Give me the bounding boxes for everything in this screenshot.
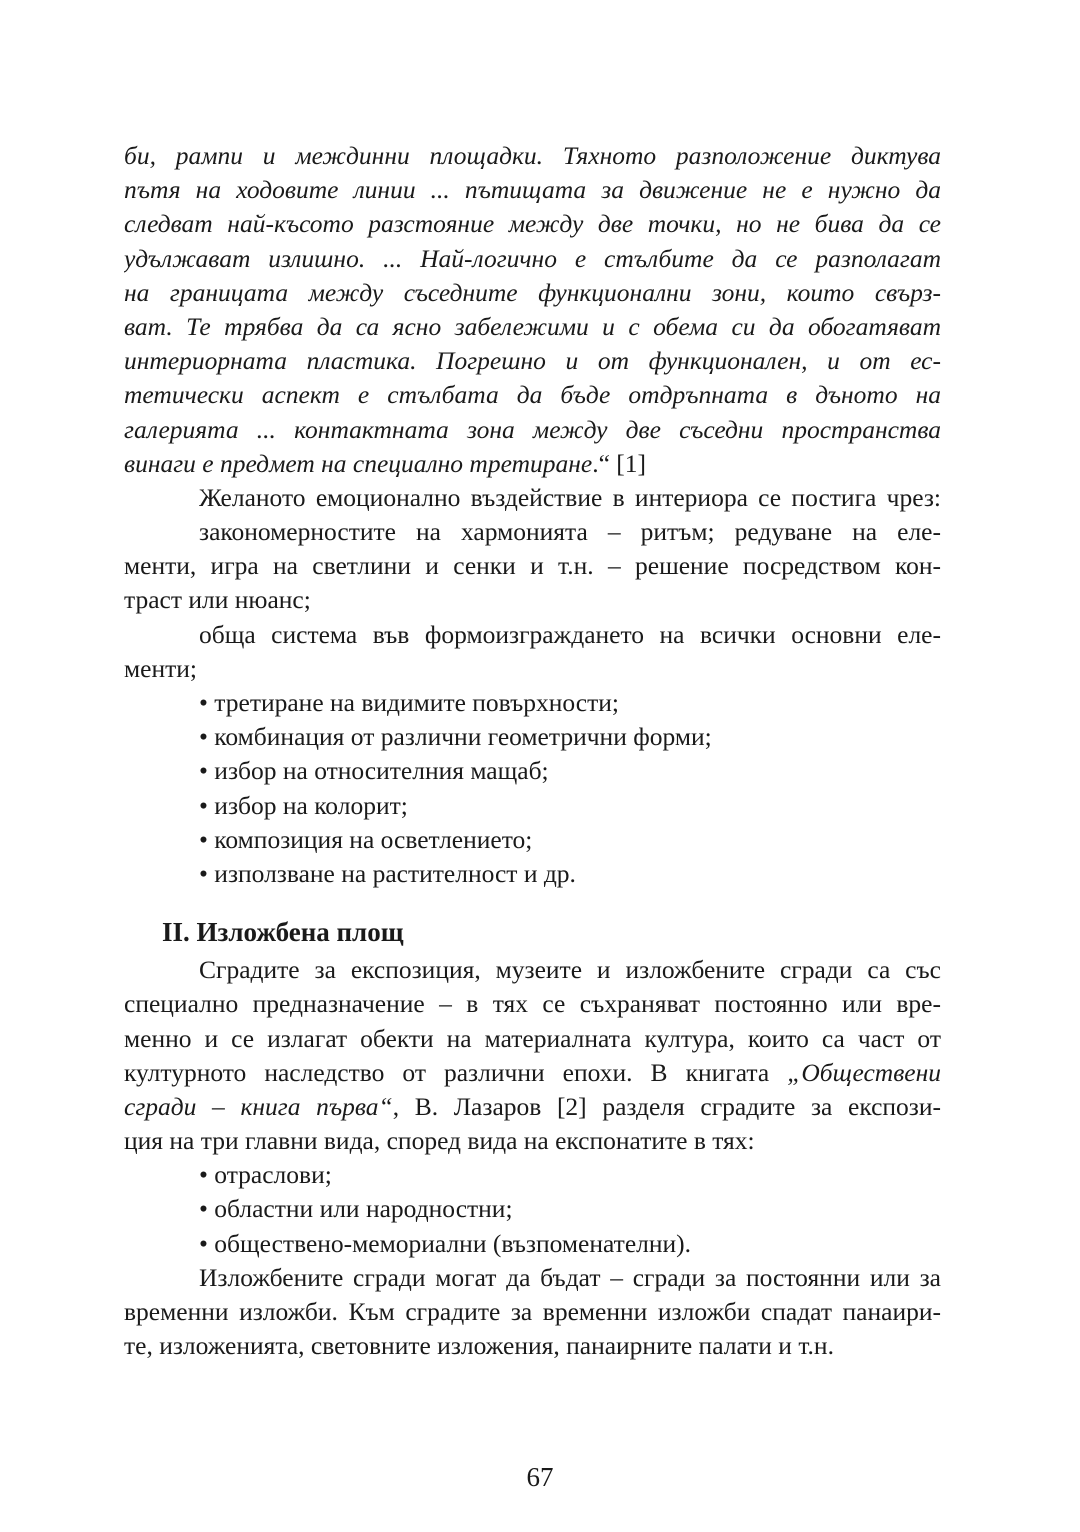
list-item: • композиция на осветлението; <box>199 824 533 854</box>
text-run: , В. Лазаров [2] разделя сградите за експози- <box>392 1091 941 1121</box>
paragraph-line: менти, игра на светлини и сенки и т.н. – решение посредством кон- <box>124 551 941 581</box>
quote-line: интериорната пластика. Погрешно и от функционален, и от ес- <box>124 346 941 376</box>
paragraph-line: Сградите за експозиция, музеите и изложбените сгради са със <box>199 955 941 985</box>
paragraph-line: обща система във формоизграждането на всички основни еле- <box>199 619 941 649</box>
paragraph-harmony <box>124 515 941 618</box>
paragraph-line <box>124 1090 941 1124</box>
paragraph-line: временни изложби. Към сградите за временни изложби спадат панаири- <box>124 1297 941 1326</box>
paragraph-exhibition-types <box>124 1261 941 1364</box>
list-item: • избор на относителния мащаб; <box>199 756 549 786</box>
quote-line: пътя на ходовите линии ... пътищата за движение не е нужно да <box>124 175 941 205</box>
list-item: • третиране на видимите повърхности; <box>199 688 620 717</box>
paragraph-system <box>124 618 941 686</box>
paragraph-line: траст или нюанс; <box>124 585 311 615</box>
list-item: • обществено-мемориални (възпоменателни). <box>199 1228 692 1258</box>
book-title-part: сгради – книга първа“ <box>124 1091 393 1121</box>
list-item: • отраслови; <box>199 1160 332 1190</box>
paragraph-line <box>124 1056 941 1090</box>
quote-line: ват. Те трябва да са ясно забележими и с обема си да обогатяват <box>124 311 941 341</box>
paragraph-line: специално предназначение – в тях се съхраняват постоянно или вре- <box>124 989 941 1019</box>
list-item: • комбинация от различни геометрични форми; <box>199 722 712 752</box>
book-title-part: „Обществени <box>787 1057 941 1087</box>
paragraph-line: менно и се излагат обекти на материалната култура, които са част от <box>124 1023 941 1053</box>
list-item: • областни или народностни; <box>199 1194 513 1224</box>
text-body <box>124 139 941 1363</box>
paragraph-line: менти; <box>124 653 197 683</box>
quote-line: тетически аспект е стълбата да бъде отдръпната в дъното на <box>124 380 941 410</box>
paragraph-line: те, изложенията, световните изложения, панаирните палати и т.н. <box>124 1331 834 1361</box>
paragraph-emotional-impact: Желаното емоционално въздействие в интериора се постига чрез: <box>199 482 941 512</box>
paragraph-line: Изложбените сгради могат да бъдат – сгради за постоянни или за <box>199 1262 941 1292</box>
list-item: • избор на колорит; <box>199 790 408 820</box>
list-item: • използване на растителност и др. <box>199 858 576 888</box>
quote-line: галерията ... контактната зона между две съседни пространства <box>124 414 941 444</box>
quote-citation: .“ [1] <box>592 448 647 478</box>
quote-last-italic: винаги е предмет на специално третиране <box>124 448 593 478</box>
paragraph-line: ция на три главни вида, според вида на експонатите в тях: <box>124 1126 755 1156</box>
quote-last-line <box>124 447 941 481</box>
paragraph-exposition-buildings <box>124 953 941 1158</box>
quote-paragraph <box>124 139 941 481</box>
section-spacer <box>124 891 941 911</box>
bullet-list-types <box>124 1158 941 1261</box>
bullet-list-design <box>124 686 941 891</box>
quote-line: следват най-късото разстояние между две точки, но не бива да се <box>124 209 941 239</box>
page-number: 67 <box>526 1462 554 1492</box>
quote-line: на границата между съседните функционални зони, които свърз- <box>124 277 941 307</box>
quote-line: удължават излишно. ... Най-логично е стълбите да се разполагат <box>124 243 941 273</box>
text-run: културното наследство от различни епохи. В книгата <box>124 1057 788 1087</box>
paragraph-line: закономерностите на хармонията – ритъм; редуване на еле- <box>199 517 941 547</box>
section-heading: II. Изложбена площ <box>162 917 404 948</box>
quote-line: би, рампи и междинни площадки. Тяхното разположение диктува <box>124 141 941 170</box>
